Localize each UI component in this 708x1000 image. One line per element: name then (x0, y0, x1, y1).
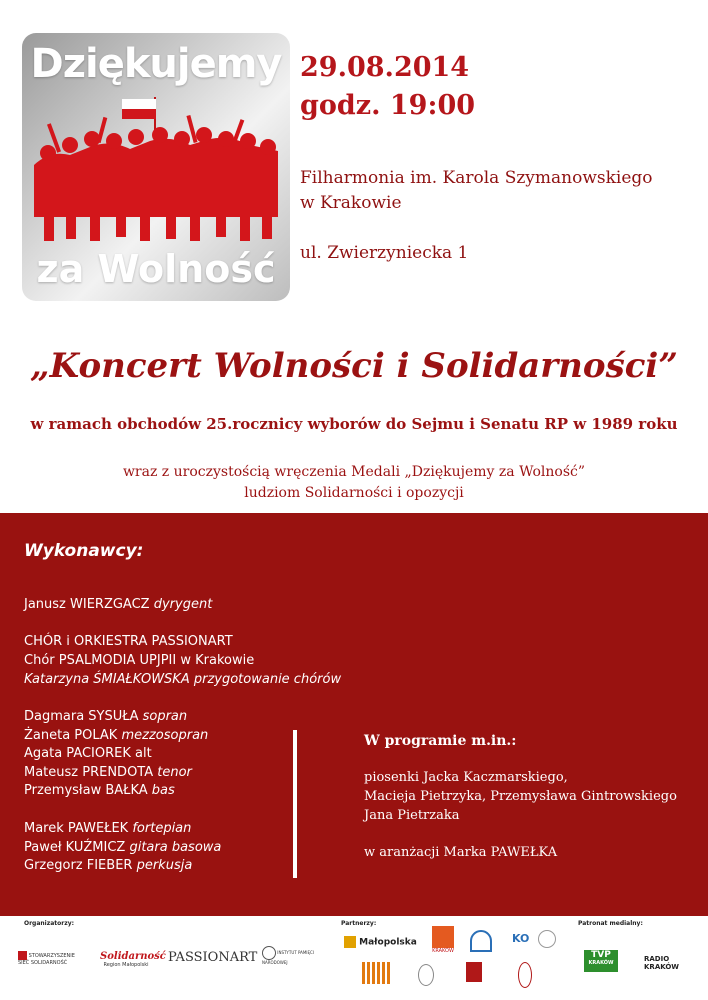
partner-seal-icon (538, 930, 556, 948)
performer-role: alt (135, 746, 152, 761)
malopolska-icon (344, 936, 356, 948)
partner-music-icon (362, 962, 390, 984)
performer-name: Paweł KUŹMICZ (24, 840, 126, 855)
soloist-row (24, 709, 187, 724)
concert-title: „Koncert Wolności i Solidarności” (30, 346, 678, 386)
partner-logo-krakow: KRAKÓW (430, 926, 456, 954)
org-logo-passionart: PASSIONART (168, 950, 258, 965)
choir-line-2: Chór PSALMODIA UPJPII w Krakowie (24, 653, 255, 668)
performer-name: Grzegorz FIEBER (24, 858, 133, 873)
venue-city: w Krakowie (300, 193, 402, 213)
performer-name: Janusz WIERZGACZ (24, 597, 150, 612)
band-row (24, 840, 221, 855)
program-line: piosenki Jacka Kaczmarskiego, (364, 770, 568, 785)
performer-role: gitara basowa (129, 840, 222, 855)
org-logo-siec-solidarnosc: STOWARZYSZENIE SIEĆ SOLIDARNOŚĆ (18, 953, 75, 966)
crowd-flag-icon (30, 95, 282, 245)
performer-role: sopran (142, 709, 188, 724)
partner-shield-icon (466, 962, 482, 982)
org-logo-ipn: INSTYTUT PAMIĘCI NARODOWEJ (262, 946, 318, 965)
performer-name: Mateusz PRENDOTA (24, 765, 154, 780)
program-line: Macieja Pietrzyka, Przemysława Gintrowskiego (364, 789, 677, 804)
media-logo-radio-krakow: RADIO KRAKÓW (644, 955, 680, 971)
ipn-eagle-icon (262, 946, 276, 960)
performer-name: Przemysław BAŁKA (24, 783, 148, 798)
concert-subtitle: w ramach obchodów 25.rocznicy wyborów do Sejmu i Senatu RP w 1989 roku (30, 415, 678, 433)
performer-role: fortepian (132, 821, 192, 836)
performer-role: mezzosopran (121, 728, 209, 743)
performer-name: Marek PAWEŁEK (24, 821, 129, 836)
partner-clef-icon (518, 962, 532, 988)
partner-crest-icon (418, 964, 434, 986)
band-row (24, 858, 192, 873)
soloist-row (24, 765, 192, 780)
venue-name: Filharmonia im. Karola Szymanowskiego (300, 168, 653, 188)
media-logo-tvp: TVP KRAKÓW (584, 950, 618, 972)
partner-logo-malopolska: Małopolska (344, 936, 417, 948)
siec-square-icon (18, 951, 27, 960)
column-divider (293, 730, 297, 878)
soloist-row (24, 783, 175, 798)
program-heading: W programie m.in.: (364, 733, 517, 749)
performer-name: Agata PACIOREK (24, 746, 131, 761)
medal-text-line2: ludziom Solidarności i opozycji (244, 485, 464, 501)
logo-bottom-text: za Wolność (36, 247, 276, 291)
org-logo-solidarnosc: Solidarność Region Małopolski (100, 951, 166, 968)
performer-name: Żaneta POLAK (24, 728, 118, 743)
performer-name: Dagmara SYSUŁA (24, 709, 139, 724)
partners-label: Partnerzy: (341, 920, 377, 927)
soloist-row (24, 728, 208, 743)
performer-role: bas (151, 783, 175, 798)
performer-role: tenor (157, 765, 192, 780)
performers-heading: Wykonawcy: (24, 541, 144, 561)
program-line: Jana Pietrzaka (364, 808, 460, 823)
logo-top-text: Dziękujemy (30, 41, 282, 87)
band-row (24, 821, 191, 836)
media-label: Patronat medialny: (578, 920, 643, 927)
conductor-line (24, 597, 212, 612)
organizers-label: Organizatorzy: (24, 920, 75, 927)
choir-line-1: CHÓR i ORKIESTRA PASSIONART (24, 634, 233, 649)
krakow-logo-icon (432, 926, 454, 948)
event-time: godz. 19:00 (300, 90, 476, 121)
soloist-row (24, 746, 152, 761)
event-logo (22, 33, 290, 301)
performer-role: perkusja (136, 858, 193, 873)
partner-logo-ko: KO (512, 932, 530, 945)
venue-address: ul. Zwierzyniecka 1 (300, 243, 469, 263)
choir-preparation: Katarzyna ŚMIAŁKOWSKA przygotowanie chórów (24, 672, 342, 687)
partner-church-icon (470, 930, 492, 952)
performer-role: dyrygent (153, 597, 213, 612)
medal-text-line1: wraz z uroczystością wręczenia Medali „Dziękujemy za Wolność” (122, 464, 586, 480)
event-date: 29.08.2014 (300, 52, 470, 83)
program-line: w aranżacji Marka PAWEŁKA (364, 845, 558, 860)
